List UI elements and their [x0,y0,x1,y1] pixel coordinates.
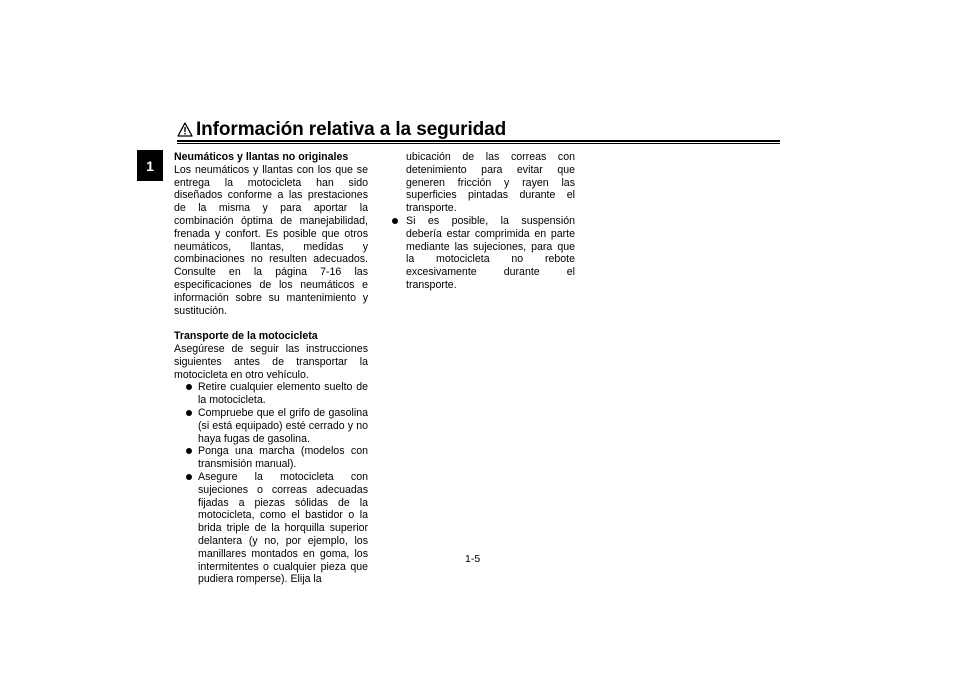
transport-bullet-list [174,381,368,586]
list-item: Si es posible, la suspensión debería estar comprimida en parte mediante las sujeciones, para que la motocicleta no rebote excesivamente durante el transporte. [389,215,575,292]
page-number: 1-5 [465,553,481,565]
bullet-continuation: ubicación de las correas con detenimiento para evitar que generen fricción y rayen las superficies pintadas durante el transporte. [406,151,575,215]
list-item: Compruebe que el grifo de gasolina (si está equipado) esté cerrado y no haya fugas de gasolina. [174,407,368,445]
left-column [174,151,368,586]
chapter-tab: 1 [137,150,163,181]
right-bullet-list [389,215,575,292]
right-column [389,151,575,292]
header-rule-thick [177,140,780,142]
section-body-tires: Los neumáticos y llantas con los que se entrega la motocicleta han sido diseñados conforme a las prestaciones de la misma y para aportar la combinación óptima de manejabilidad, frenada y confort. Es posible que otros neumáticos, llantas, medidas y combinaciones no resulten adecuados. Consulte en la página 7-16 las especificaciones de los neumáticos e información sobre su mantenimiento y sustitución. [174,163,368,317]
bullet-icon [392,218,398,224]
section-intro-transport: Asegúrese de seguir las instrucciones siguientes antes de transportar la motocicleta en otro vehículo. [174,342,368,381]
bullet-icon [186,448,192,454]
bullet-icon [186,384,192,390]
bullet-icon [186,474,192,480]
section-heading-tires: Neumáticos y llantas no originales [174,151,349,163]
header-rule-thin [177,143,780,144]
page-title: Información relativa a la seguridad [196,119,507,140]
section-heading-transport: Transporte de la motocicleta [174,330,318,343]
warning-triangle-icon [177,122,193,137]
list-item: Retire cualquier elemento suelto de la motocicleta. [174,381,368,407]
list-item: Asegure la motocicleta con sujeciones o correas adecuadas fijadas a piezas sólidas de la motocicleta, como el bastidor o la brida triple de la horquilla superior delantera (y no, por ejemplo, los manillares montados en goma, los intermitentes o cualquier pieza que pudiera romperse). Elija la [174,471,368,586]
bullet-icon [186,410,192,416]
page-header [177,118,780,144]
list-item: Ponga una marcha (modelos con transmisión manual). [174,445,368,471]
